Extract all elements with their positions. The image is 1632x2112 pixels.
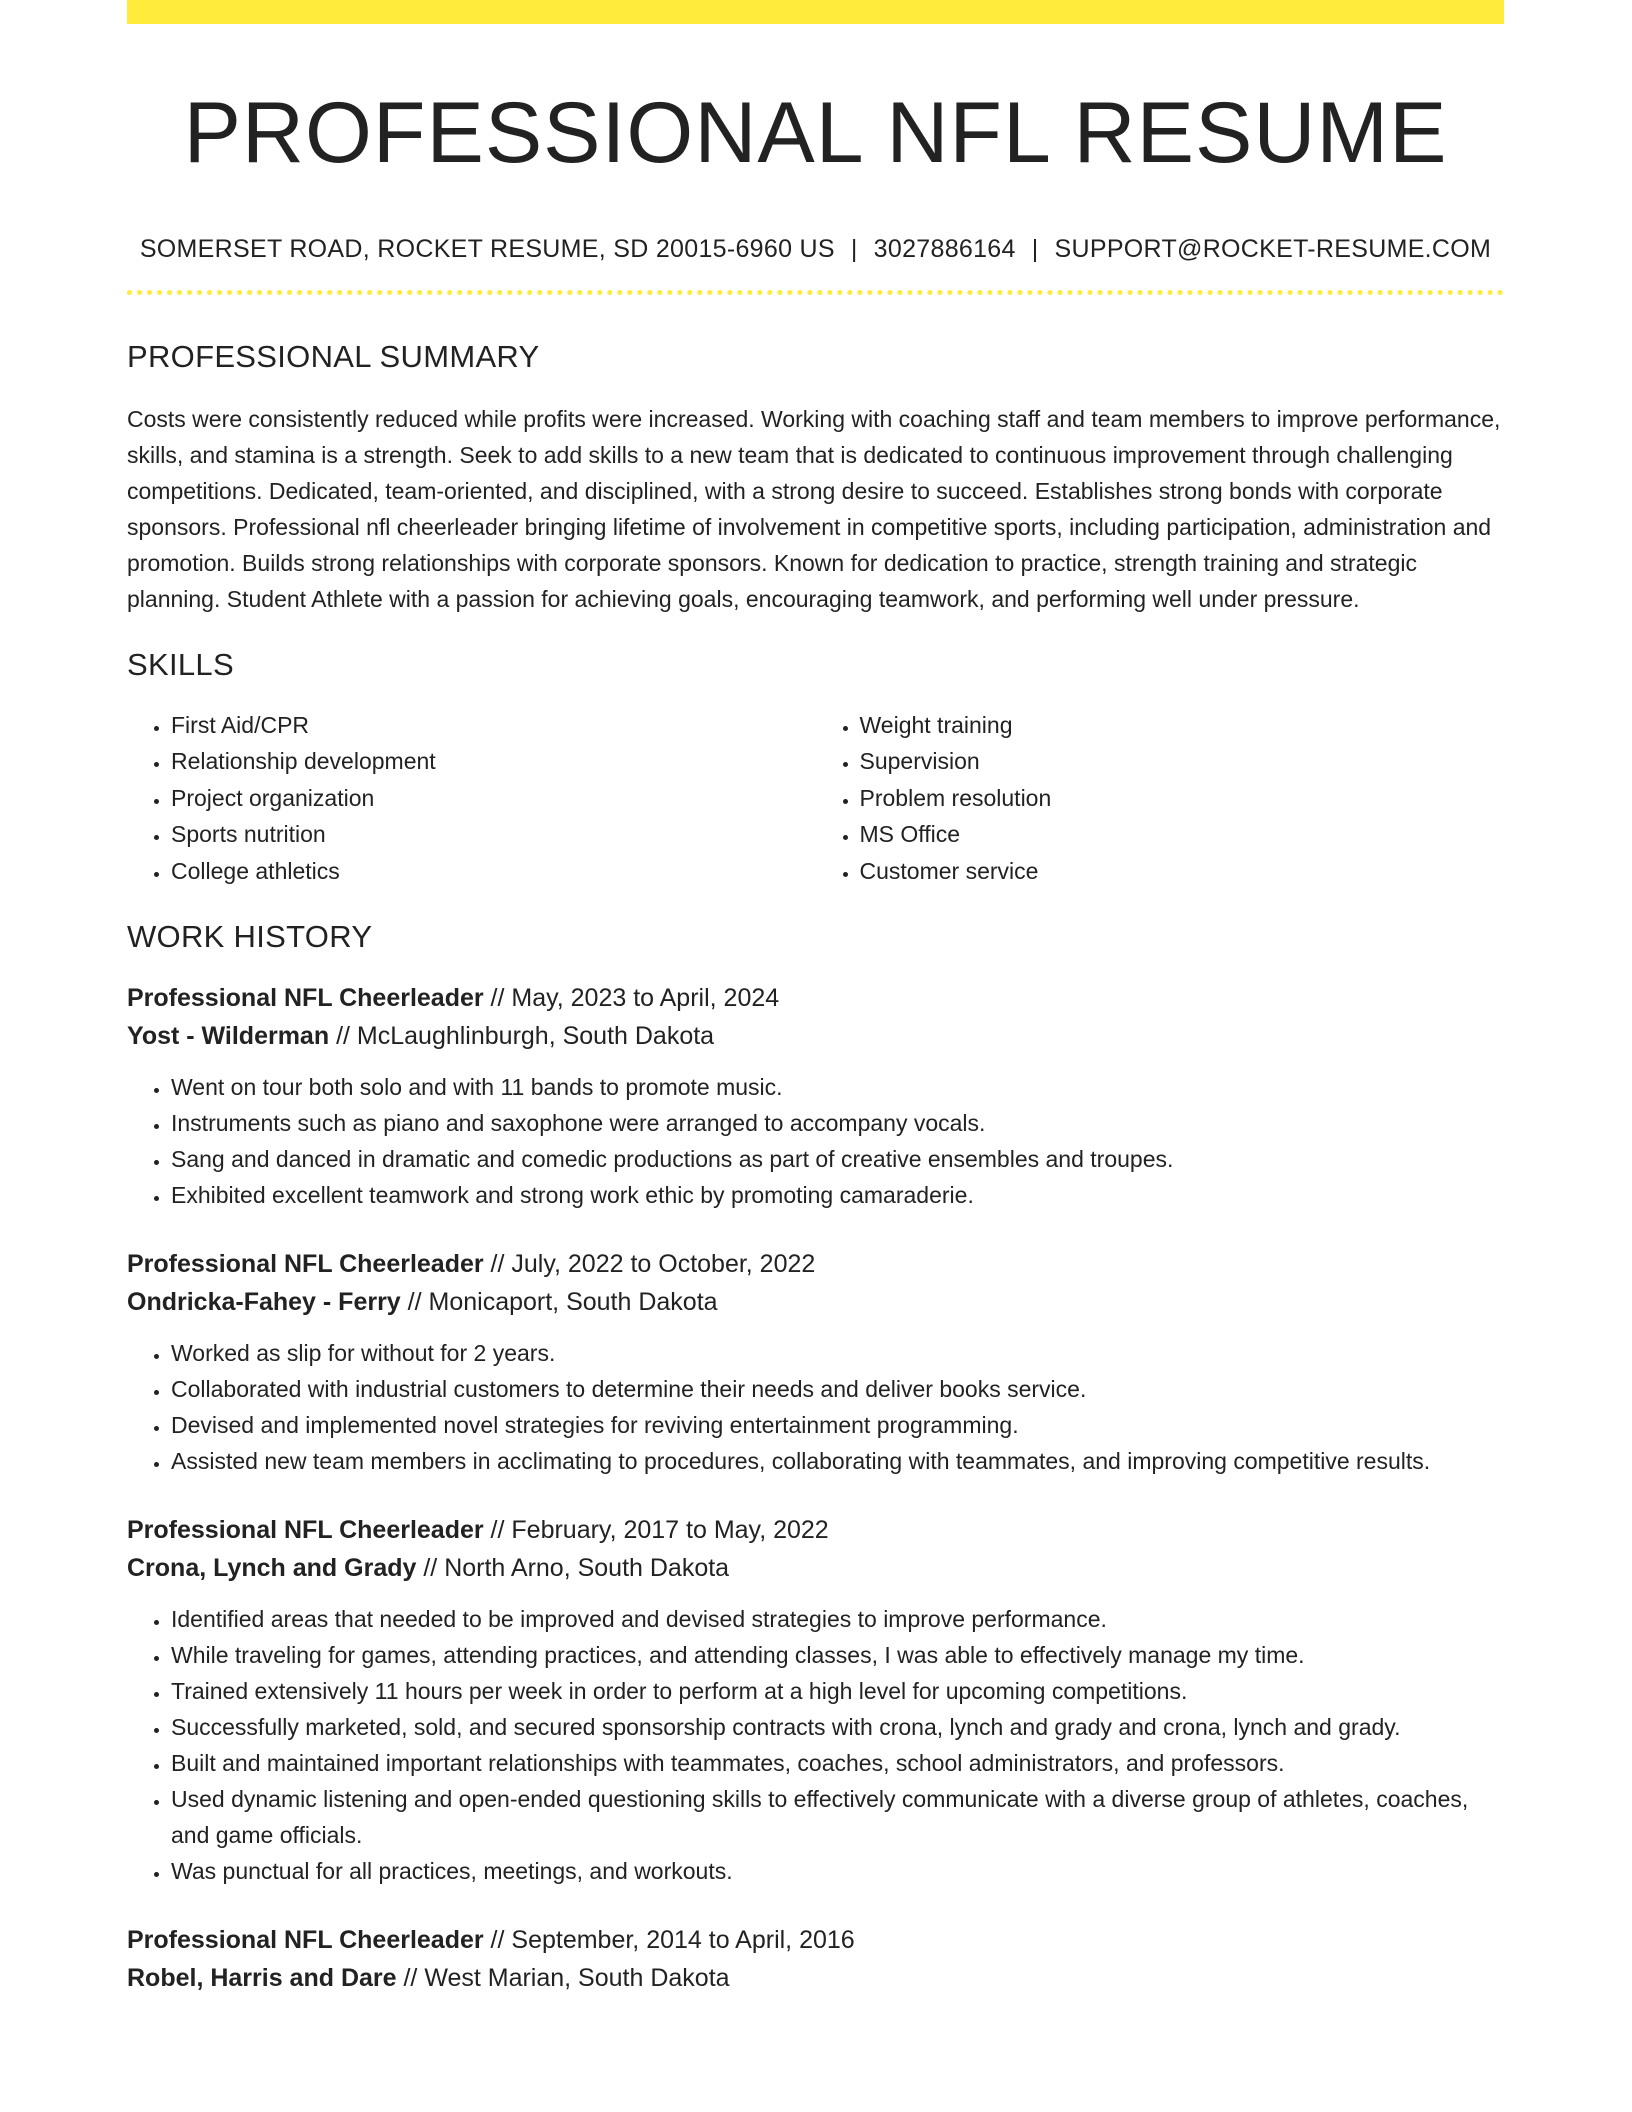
dotted-divider bbox=[127, 290, 1504, 295]
job-company-line bbox=[127, 1017, 1504, 1055]
job-bullets bbox=[127, 1335, 1504, 1479]
skills-left-column bbox=[127, 707, 816, 890]
job-dates: // July, 2022 to October, 2022 bbox=[483, 1250, 816, 1279]
job-company: Crona, Lynch and Grady bbox=[127, 1554, 417, 1583]
job-location: // McLaughlinburgh, South Dakota bbox=[329, 1022, 715, 1051]
job-location: // Monicaport, South Dakota bbox=[400, 1288, 718, 1317]
skill-item: • First Aid/CPR bbox=[171, 707, 816, 744]
email: SUPPORT@ROCKET-RESUME.COM bbox=[1054, 234, 1492, 263]
job-entry bbox=[127, 1921, 1504, 1997]
job-location: // North Arno, South Dakota bbox=[416, 1554, 730, 1583]
job-company-line bbox=[127, 1959, 1504, 1997]
contact-line bbox=[127, 235, 1504, 264]
job-bullet: • Built and maintained important relationships with teammates, coaches, school administrators, and professors. bbox=[171, 1745, 1504, 1781]
skill-item: • MS Office bbox=[860, 816, 1505, 853]
job-title-line bbox=[127, 1921, 1504, 1959]
job-company: Robel, Harris and Dare bbox=[127, 1964, 397, 1993]
job-bullet: • Collaborated with industrial customers to determine their needs and deliver books service. bbox=[171, 1371, 1504, 1407]
skill-item: • College athletics bbox=[171, 853, 816, 890]
job-entry bbox=[127, 979, 1504, 1213]
skill-item: • Weight training bbox=[860, 707, 1505, 744]
skill-item: • Customer service bbox=[860, 853, 1505, 890]
job-bullet: • Went on tour both solo and with 11 bands to promote music. bbox=[171, 1069, 1504, 1105]
job-role: Professional NFL Cheerleader bbox=[127, 1516, 484, 1545]
skill-item: • Supervision bbox=[860, 743, 1505, 780]
job-bullets bbox=[127, 1069, 1504, 1213]
separator: | bbox=[850, 234, 858, 263]
job-entry bbox=[127, 1245, 1504, 1479]
job-bullet: • Instruments such as piano and saxophone were arranged to accompany vocals. bbox=[171, 1105, 1504, 1141]
job-company: Yost - Wilderman bbox=[127, 1022, 330, 1051]
job-entry bbox=[127, 1511, 1504, 1889]
phone: 3027886164 bbox=[873, 234, 1016, 263]
job-bullet: • Assisted new team members in acclimating to procedures, collaborating with teammates, and improving competitive results. bbox=[171, 1443, 1504, 1479]
job-dates: // September, 2014 to April, 2016 bbox=[483, 1926, 855, 1955]
job-title-line bbox=[127, 979, 1504, 1017]
skills-right-column bbox=[816, 707, 1505, 890]
summary-heading: PROFESSIONAL SUMMARY bbox=[127, 338, 540, 374]
resume-title: PROFESSIONAL NFL RESUME bbox=[183, 85, 1448, 181]
job-dates: // February, 2017 to May, 2022 bbox=[483, 1516, 829, 1545]
summary-text: Costs were consistently reduced while profits were increased. Working with coaching staff and team members to improve performance, skills, and stamina is a strength. Seek to add skills to a new team that is dedicated to continuous improvement through challenging competitions. Dedicated, team-oriented, and disciplined, with a strong desire to succeed. Establishes strong bonds with corporate sponsors. Professional nfl cheerleader bringing lifetime of involvement in competitive sports, including participation, administration and promotion. Builds strong relationships with corporate sponsors. Known for dedication to practice, strength training and strategic planning. Student Athlete with a passion for achieving goals, encouraging teamwork, and performing well under pressure. bbox=[127, 405, 1501, 612]
job-bullet: • Devised and implemented novel strategies for reviving entertainment programming. bbox=[171, 1407, 1504, 1443]
job-title-line bbox=[127, 1245, 1504, 1283]
job-bullet: • While traveling for games, attending practices, and attending classes, I was able to effectively manage my time. bbox=[171, 1637, 1504, 1673]
job-role: Professional NFL Cheerleader bbox=[127, 1926, 484, 1955]
job-bullet: • Sang and danced in dramatic and comedic productions as part of creative ensembles and troupes. bbox=[171, 1141, 1504, 1177]
skill-item: • Project organization bbox=[171, 780, 816, 817]
job-role: Professional NFL Cheerleader bbox=[127, 1250, 484, 1279]
job-company-line bbox=[127, 1283, 1504, 1321]
job-title-line bbox=[127, 1511, 1504, 1549]
accent-bar bbox=[127, 0, 1504, 24]
job-company-line bbox=[127, 1549, 1504, 1587]
address: SOMERSET ROAD, ROCKET RESUME, SD 20015-6960 US bbox=[139, 234, 835, 263]
job-bullet: • Successfully marketed, sold, and secured sponsorship contracts with crona, lynch and grady and crona, lynch and grady. bbox=[171, 1709, 1504, 1745]
skill-item: • Sports nutrition bbox=[171, 816, 816, 853]
job-bullet: • Used dynamic listening and open-ended questioning skills to effectively communicate with a diverse group of athletes, coaches, and game officials. bbox=[171, 1781, 1504, 1853]
job-company: Ondricka-Fahey - Ferry bbox=[127, 1288, 401, 1317]
job-bullet: • Exhibited excellent teamwork and strong work ethic by promoting camaraderie. bbox=[171, 1177, 1504, 1213]
separator: | bbox=[1031, 234, 1039, 263]
job-bullet: • Was punctual for all practices, meetings, and workouts. bbox=[171, 1853, 1504, 1889]
skill-item: • Problem resolution bbox=[860, 780, 1505, 817]
work-history-heading: WORK HISTORY bbox=[127, 919, 373, 955]
job-bullet: • Identified areas that needed to be improved and devised strategies to improve performance. bbox=[171, 1601, 1504, 1637]
skills-heading: SKILLS bbox=[127, 646, 234, 682]
work-history-list bbox=[127, 979, 1504, 1997]
skill-item: • Relationship development bbox=[171, 743, 816, 780]
job-bullet: • Worked as slip for without for 2 years. bbox=[171, 1335, 1504, 1371]
resume-page bbox=[127, 0, 1504, 1997]
skills-list bbox=[127, 707, 1504, 890]
job-dates: // May, 2023 to April, 2024 bbox=[483, 984, 780, 1013]
job-role: Professional NFL Cheerleader bbox=[127, 984, 484, 1013]
job-location: // West Marian, South Dakota bbox=[396, 1964, 730, 1993]
job-bullet: • Trained extensively 11 hours per week in order to perform at a high level for upcoming competitions. bbox=[171, 1673, 1504, 1709]
job-bullets bbox=[127, 1601, 1504, 1889]
